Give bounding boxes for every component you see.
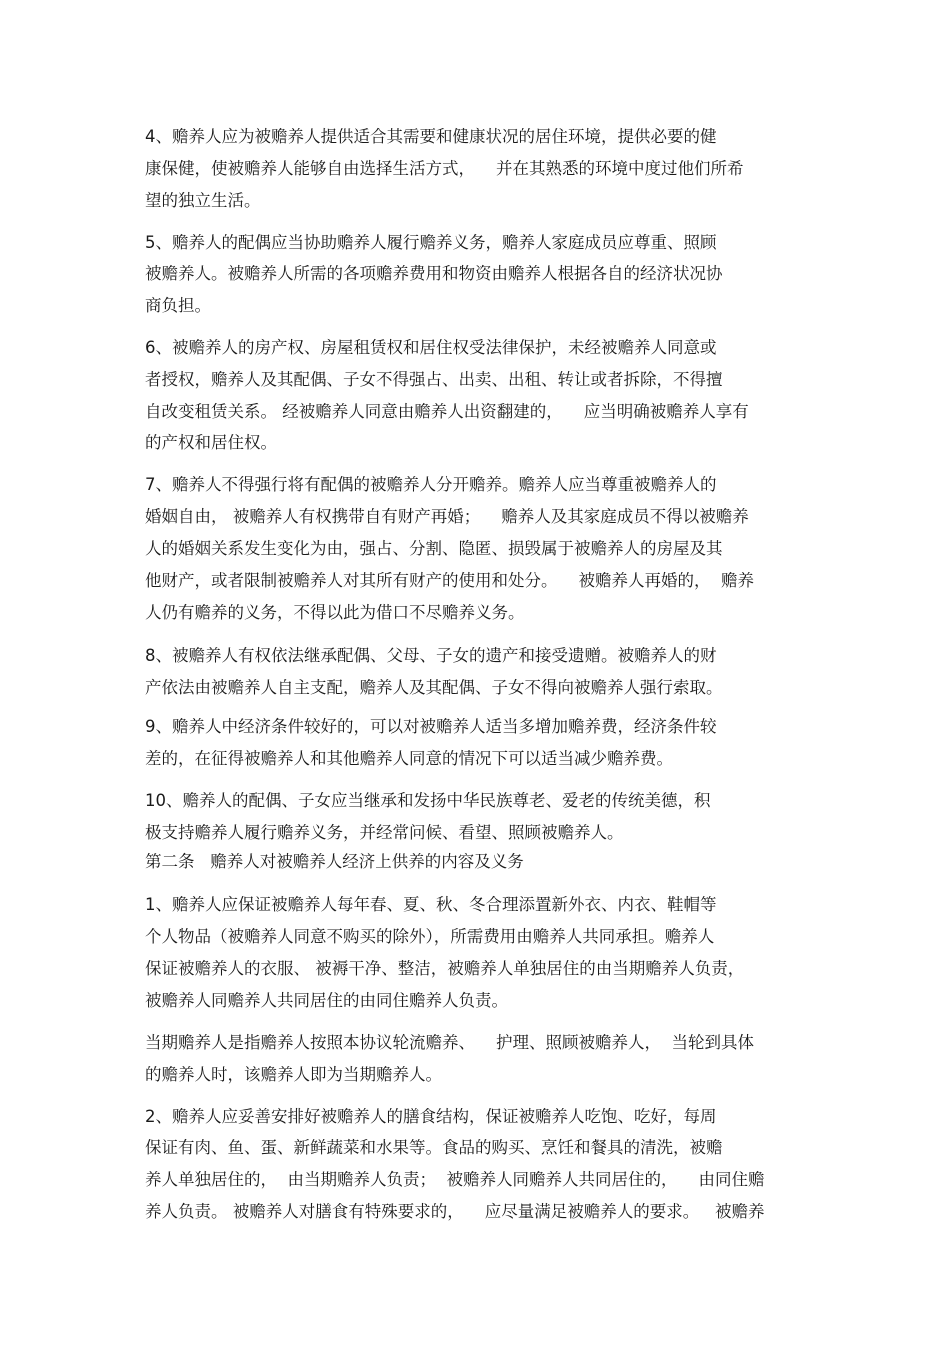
text-line: 望的独立生活。 (145, 191, 261, 210)
text-line: 自改变租赁关系。 经被赡养人同意由赡养人出资翻建的， 应当明确被赡养人享有 (145, 402, 749, 421)
text-line: 康保健，使被赡养人能够自由选择生活方式， 并在其熟悉的环境中度过他们所希 (145, 159, 744, 178)
text-line: 养人负责。 被赡养人对膳食有特殊要求的， 应尽量满足被赡养人的要求。 被赡养 (145, 1202, 765, 1221)
text-line: 当期赡养人是指赡养人按照本协议轮流赡养、 护理、照顾被赡养人， 当轮到具体 (145, 1033, 754, 1052)
text-line: 4、赡养人应为被赡养人提供适合其需要和健康状况的居住环境，提供必要的健 (145, 127, 717, 146)
text-line: 6、被赡养人的房产权、房屋租赁权和居住权受法律保护，未经被赡养人同意或 (145, 338, 717, 357)
text-line: 7、赡养人不得强行将有配偶的被赡养人分开赡养。赡养人应当尊重被赡养人的 (145, 475, 717, 494)
text-line: 8、被赡养人有权依法继承配偶、父母、子女的遗产和接受遗赠。被赡养人的财 (145, 646, 717, 665)
text-line: 个人物品（被赡养人同意不购买的除外），所需费用由赡养人共同承担。赡养人 (145, 927, 715, 946)
text-line: 的赡养人时，该赡养人即为当期赡养人。 (145, 1065, 442, 1084)
text-line: 产依法由被赡养人自主支配，赡养人及其配偶、子女不得向被赡养人强行索取。 (145, 678, 723, 697)
text-line: 极支持赡养人履行赡养义务，并经常问候、看望、照顾被赡养人。 (145, 823, 624, 842)
text-line: 者授权，赡养人及其配偶、子女不得强占、出卖、出租、转让或者拆除，不得擅 (145, 370, 723, 389)
section-heading: 第二条 赡养人对被赡养人经济上供养的内容及义务 (145, 852, 524, 871)
text-line: 被赡养人。被赡养人所需的各项赡养费用和物资由赡养人根据各自的经济状况协 (145, 264, 723, 283)
text-line: 10、赡养人的配偶、子女应当继承和发扬中华民族尊老、爱老的传统美德，积 (145, 791, 711, 810)
text-line: 1、赡养人应保证被赡养人每年春、夏、秋、冬合理添置新外衣、内衣、鞋帽等 (145, 895, 717, 914)
text-line: 商负担。 (145, 296, 211, 315)
text-line: 保证被赡养人的衣服、 被褥干净、整洁，被赡养人单独居住的由当期赡养人负责， (145, 959, 745, 978)
text-line: 差的，在征得被赡养人和其他赡养人同意的情况下可以适当减少赡养费。 (145, 749, 673, 768)
text-line: 养人单独居住的， 由当期赡养人负责； 被赡养人同赡养人共同居住的， 由同住赡 (145, 1170, 765, 1189)
text-line: 婚姻自由， 被赡养人有权携带自有财产再婚； 赡养人及其家庭成员不得以被赡养 (145, 507, 749, 526)
text-line: 保证有肉、鱼、蛋、新鲜蔬菜和水果等。食品的购买、烹饪和餐具的清洗，被赡 (145, 1138, 723, 1157)
text-line: 2、赡养人应妥善安排好被赡养人的膳食结构，保证被赡养人吃饱、吃好，每周 (145, 1107, 717, 1126)
text-line: 人的婚姻关系发生变化为由，强占、分割、隐匿、损毁属于被赡养人的房屋及其 (145, 539, 723, 558)
text-line: 9、赡养人中经济条件较好的，可以对被赡养人适当多增加赡养费，经济条件较 (145, 717, 717, 736)
text-line: 的产权和居住权。 (145, 433, 277, 452)
text-line: 他财产，或者限制被赡养人对其所有财产的使用和处分。 被赡养人再婚的， 赡养 (145, 571, 754, 590)
text-line: 人仍有赡养的义务，不得以此为借口不尽赡养义务。 (145, 603, 525, 622)
text-line: 5、赡养人的配偶应当协助赡养人履行赡养义务，赡养人家庭成员应尊重、照顾 (145, 233, 717, 252)
text-line: 被赡养人同赡养人共同居住的由同住赡养人负责。 (145, 991, 508, 1010)
